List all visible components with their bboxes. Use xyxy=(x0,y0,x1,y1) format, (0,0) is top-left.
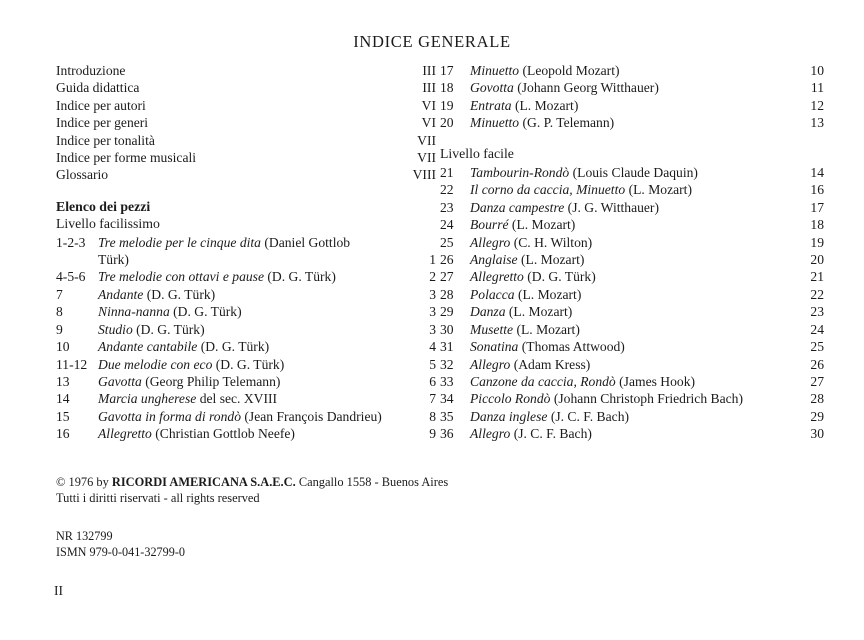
piece-page: 6 xyxy=(429,373,436,389)
page-title: INDICE GENERALE xyxy=(353,32,511,51)
list-item xyxy=(56,114,436,131)
piece-author: (James Hook) xyxy=(619,373,696,389)
piece-title-italic: Gavotta xyxy=(98,373,142,389)
piece-author: (L. Mozart) xyxy=(520,252,585,268)
piece-list-right-top xyxy=(440,62,824,132)
front-matter-page: VII xyxy=(417,150,436,166)
piece-title xyxy=(470,356,798,373)
piece-title xyxy=(98,408,410,425)
piece-number: 18 xyxy=(440,80,454,96)
piece-title-italic: Sonatina xyxy=(470,339,519,355)
piece-number: 14 xyxy=(56,391,70,407)
piece-title-italic: Polacca xyxy=(470,286,515,302)
piece-number: 32 xyxy=(440,356,454,372)
copyright-block xyxy=(56,474,576,506)
front-matter-label: Indice per autori xyxy=(56,97,146,113)
piece-title-italic: Allegretto xyxy=(470,269,524,285)
piece-page: 25 xyxy=(810,339,824,355)
piece-title-italic: Allegro xyxy=(470,234,511,250)
piece-title xyxy=(98,425,410,442)
piece-title-italic: Tambourin-Rondò xyxy=(470,165,570,181)
piece-author: (J. G. Witthauer) xyxy=(567,199,659,215)
piece-number: 28 xyxy=(440,286,454,302)
front-matter-label: Introduzione xyxy=(56,63,126,78)
front-matter-page: VII xyxy=(417,132,436,148)
list-item xyxy=(56,286,436,303)
piece-author: (D. G. Türk) xyxy=(146,286,216,302)
subheading-level-facilissimo: Livello facilissimo xyxy=(56,216,160,232)
piece-page: 5 xyxy=(429,356,436,372)
list-item xyxy=(56,373,436,390)
piece-number: 27 xyxy=(440,269,454,285)
left-column xyxy=(56,62,436,443)
piece-title xyxy=(470,79,798,96)
piece-title xyxy=(98,356,410,373)
piece-number: 8 xyxy=(56,304,63,320)
list-item xyxy=(440,303,824,320)
piece-title-italic: Gavotta in forma di rondò xyxy=(98,408,241,424)
piece-title xyxy=(470,181,798,198)
front-matter-page: VI xyxy=(421,97,436,113)
piece-title xyxy=(98,234,410,251)
piece-page: 26 xyxy=(810,356,824,372)
piece-author: (Christian Gottlob Neefe) xyxy=(155,426,295,442)
front-matter-page: III xyxy=(422,63,436,78)
piece-page: 13 xyxy=(810,115,824,131)
piece-title-italic: Canzone da caccia, Rondò xyxy=(470,373,616,389)
piece-author: (G. P. Telemann) xyxy=(522,115,615,131)
piece-title xyxy=(470,164,798,181)
catalog-codes xyxy=(56,529,185,560)
piece-number: 22 xyxy=(440,182,454,198)
list-item xyxy=(440,408,824,425)
copyright-prefix: © 1976 by xyxy=(56,475,112,489)
piece-author: (Daniel Gottlob xyxy=(264,234,351,250)
piece-title xyxy=(470,199,798,216)
piece-number: 19 xyxy=(440,97,454,113)
piece-title xyxy=(470,216,798,233)
list-item xyxy=(56,321,436,338)
list-item xyxy=(440,97,824,114)
piece-page: 14 xyxy=(810,165,824,181)
piece-list-right-bottom xyxy=(440,164,824,443)
list-item xyxy=(56,408,436,425)
piece-title-italic: Allegro xyxy=(470,426,511,442)
front-matter-list xyxy=(56,62,436,184)
piece-page: 7 xyxy=(429,391,436,407)
piece-number: 15 xyxy=(56,408,70,424)
piece-title xyxy=(98,286,410,303)
list-item xyxy=(440,234,824,251)
piece-number: 29 xyxy=(440,304,454,320)
list-item xyxy=(440,62,824,79)
piece-page: 20 xyxy=(810,252,824,268)
piece-number: 1-2-3 xyxy=(56,234,86,250)
copyright-address: Cangallo 1558 - Buenos Aires xyxy=(295,475,449,489)
list-item xyxy=(56,303,436,320)
piece-title-italic: Musette xyxy=(470,321,514,337)
piece-title xyxy=(470,286,798,303)
piece-author: (L. Mozart) xyxy=(516,321,580,337)
piece-title-italic: Tre melodie con ottavi e pause xyxy=(98,269,264,285)
piece-author: (L. Mozart) xyxy=(514,97,579,113)
piece-title-italic: Piccolo Rondò xyxy=(470,391,551,407)
list-item xyxy=(440,251,824,268)
subheading-level-facile: Livello facile xyxy=(440,145,514,161)
piece-page: 21 xyxy=(810,269,824,285)
right-column xyxy=(440,62,824,443)
piece-number: 9 xyxy=(56,321,63,337)
piece-page: 8 xyxy=(429,408,436,424)
piece-author: (D. G. Türk) xyxy=(136,321,205,337)
list-item xyxy=(56,425,436,442)
piece-author: (C. H. Wilton) xyxy=(513,234,593,250)
piece-title xyxy=(470,268,798,285)
piece-author: (Georg Philip Telemann) xyxy=(145,373,281,389)
list-item xyxy=(56,234,436,251)
piece-title xyxy=(470,234,798,251)
piece-author: (Adam Kress) xyxy=(513,356,591,372)
piece-author: (L. Mozart) xyxy=(508,304,573,320)
piece-title-italic: Allegro xyxy=(470,356,511,372)
piece-author: (D. G. Türk) xyxy=(527,269,596,285)
list-item xyxy=(440,286,824,303)
piece-title-italic: Tre melodie per le cinque dita xyxy=(98,234,261,250)
list-item xyxy=(440,390,824,407)
piece-page: 16 xyxy=(810,182,824,198)
piece-page: 12 xyxy=(810,97,824,113)
piece-number: 25 xyxy=(440,234,454,250)
front-matter-page: VI xyxy=(421,115,436,131)
piece-page: 30 xyxy=(810,426,824,442)
piece-title xyxy=(470,97,798,114)
piece-number: 23 xyxy=(440,199,454,215)
piece-page: 2 xyxy=(429,269,436,285)
piece-author: (D. G. Türk) xyxy=(173,304,242,320)
list-item xyxy=(56,268,436,285)
piece-number: 24 xyxy=(440,217,454,233)
piece-number: 31 xyxy=(440,339,454,355)
folio-number: II xyxy=(54,583,63,598)
section-heading-pieces: Elenco dei pezzi xyxy=(56,198,151,214)
piece-author: (Johann Georg Witthauer) xyxy=(517,80,659,96)
front-matter-page: III xyxy=(422,80,436,96)
piece-title xyxy=(470,251,798,268)
piece-title-cont-text: Türk) xyxy=(98,252,129,268)
list-item xyxy=(440,164,824,181)
piece-page: 23 xyxy=(810,304,824,320)
piece-page: 28 xyxy=(810,391,824,407)
piece-title xyxy=(98,390,410,407)
piece-number: 30 xyxy=(440,321,454,337)
list-item xyxy=(440,216,824,233)
piece-list-left xyxy=(56,234,436,443)
piece-number: 33 xyxy=(440,373,454,389)
list-item xyxy=(440,114,824,131)
piece-author: (D. G. Türk) xyxy=(200,339,270,355)
front-matter-label: Indice per forme musicali xyxy=(56,150,197,166)
piece-number: 13 xyxy=(56,373,70,389)
piece-author: (J. C. F. Bach) xyxy=(550,408,630,424)
list-item xyxy=(440,79,824,96)
piece-author: (Leopold Mozart) xyxy=(522,63,620,78)
piece-title xyxy=(470,321,798,338)
piece-page: 1 xyxy=(429,252,436,268)
piece-author: (L. Mozart) xyxy=(628,182,692,198)
piece-title-italic: Il corno da caccia, Minuetto xyxy=(470,182,626,198)
piece-number: 34 xyxy=(440,391,454,407)
piece-title xyxy=(470,408,798,425)
piece-title-italic: Minuetto xyxy=(470,115,520,131)
list-item xyxy=(56,166,436,183)
piece-page: 3 xyxy=(429,304,436,320)
piece-title-italic: Anglaise xyxy=(470,252,518,268)
piece-number: 16 xyxy=(56,426,70,442)
piece-author: (Louis Claude Daquin) xyxy=(572,165,698,181)
piece-author: (L. Mozart) xyxy=(511,217,576,233)
piece-number: 21 xyxy=(440,165,454,181)
list-item xyxy=(56,338,436,355)
piece-title xyxy=(98,338,410,355)
piece-title-italic: Ninna-nanna xyxy=(98,304,170,320)
piece-title xyxy=(98,321,410,338)
front-matter-label: Guida didattica xyxy=(56,80,140,96)
piece-number: 10 xyxy=(56,339,70,355)
piece-title-italic: Marcia ungherese xyxy=(98,391,197,407)
rights-line: Tutti i diritti riservati - all rights reserved xyxy=(56,491,260,505)
piece-title-italic: Due melodie con eco xyxy=(98,356,213,372)
list-item xyxy=(440,321,824,338)
piece-title xyxy=(470,425,798,442)
front-matter-page: VIII xyxy=(412,167,436,183)
piece-page: 24 xyxy=(810,321,824,337)
piece-title-italic: Danza xyxy=(470,304,506,320)
piece-page: 22 xyxy=(810,286,824,302)
list-item xyxy=(56,390,436,407)
nr-code: NR 132799 xyxy=(56,529,113,543)
piece-page: 3 xyxy=(429,321,436,337)
list-item xyxy=(56,149,436,166)
piece-page: 9 xyxy=(429,426,436,442)
piece-title-italic: Bourré xyxy=(470,217,509,233)
list-item xyxy=(56,356,436,373)
piece-title xyxy=(470,62,798,79)
piece-author: (L. Mozart) xyxy=(517,286,582,302)
piece-number: 20 xyxy=(440,115,454,131)
ismn-code: ISMN 979-0-041-32799-0 xyxy=(56,544,185,559)
piece-number: 26 xyxy=(440,252,454,268)
list-item xyxy=(440,373,824,390)
list-item xyxy=(56,132,436,149)
list-item xyxy=(440,425,824,442)
piece-author: (Thomas Attwood) xyxy=(521,339,625,355)
piece-page: 17 xyxy=(810,199,824,215)
piece-title xyxy=(98,373,410,390)
piece-page: 18 xyxy=(810,217,824,233)
piece-title xyxy=(98,303,410,320)
list-item xyxy=(56,79,436,96)
piece-title xyxy=(470,338,798,355)
piece-author: (D. G. Türk) xyxy=(267,269,336,285)
piece-page: 10 xyxy=(810,63,824,78)
piece-title xyxy=(470,373,798,390)
piece-number: 11-12 xyxy=(56,356,88,372)
piece-author: (D. G. Türk) xyxy=(215,356,285,372)
list-item xyxy=(56,62,436,79)
copyright-line xyxy=(56,474,576,490)
front-matter-label: Indice per tonalità xyxy=(56,132,155,148)
piece-number: 17 xyxy=(440,63,454,78)
list-item xyxy=(440,338,824,355)
spacer xyxy=(56,251,98,268)
piece-title xyxy=(470,303,798,320)
piece-title xyxy=(98,268,410,285)
piece-title-italic: Andante xyxy=(98,286,144,302)
piece-number: 7 xyxy=(56,286,63,302)
front-matter-label: Indice per generi xyxy=(56,115,149,131)
piece-page: 11 xyxy=(810,80,824,96)
front-matter-label: Glossario xyxy=(56,167,109,183)
piece-title-italic: Minuetto xyxy=(470,63,520,78)
piece-number: 36 xyxy=(440,426,454,442)
piece-page: 3 xyxy=(429,286,436,302)
piece-author: (Jean François Dandrieu) xyxy=(244,408,382,424)
piece-title-italic: Allegretto xyxy=(98,426,152,442)
piece-title-italic: Danza inglese xyxy=(470,408,548,424)
piece-page: 19 xyxy=(810,234,824,250)
list-item xyxy=(440,181,824,198)
piece-title xyxy=(470,114,798,131)
list-item xyxy=(440,268,824,285)
piece-title-italic: Studio xyxy=(98,321,133,337)
piece-author: del sec. XVIII xyxy=(199,391,278,407)
piece-number: 4-5-6 xyxy=(56,269,86,285)
piece-number: 35 xyxy=(440,408,454,424)
piece-author: (J. C. F. Bach) xyxy=(513,426,592,442)
list-item xyxy=(56,97,436,114)
piece-author: (Johann Christoph Friedrich Bach) xyxy=(553,391,743,407)
piece-title-italic: Entrata xyxy=(470,97,512,113)
list-item xyxy=(440,356,824,373)
piece-page: 4 xyxy=(429,339,436,355)
piece-title-italic: Govotta xyxy=(470,80,514,96)
publisher-name: RICORDI AMERICANA S.A.E.C. xyxy=(111,475,296,489)
piece-title xyxy=(470,390,798,407)
piece-title-italic: Danza campestre xyxy=(470,199,565,215)
piece-title-italic: Andante cantabile xyxy=(98,339,198,355)
piece-page: 27 xyxy=(810,373,824,389)
list-item xyxy=(440,199,824,216)
piece-page: 29 xyxy=(810,408,824,424)
piece-title-continuation xyxy=(56,251,436,268)
